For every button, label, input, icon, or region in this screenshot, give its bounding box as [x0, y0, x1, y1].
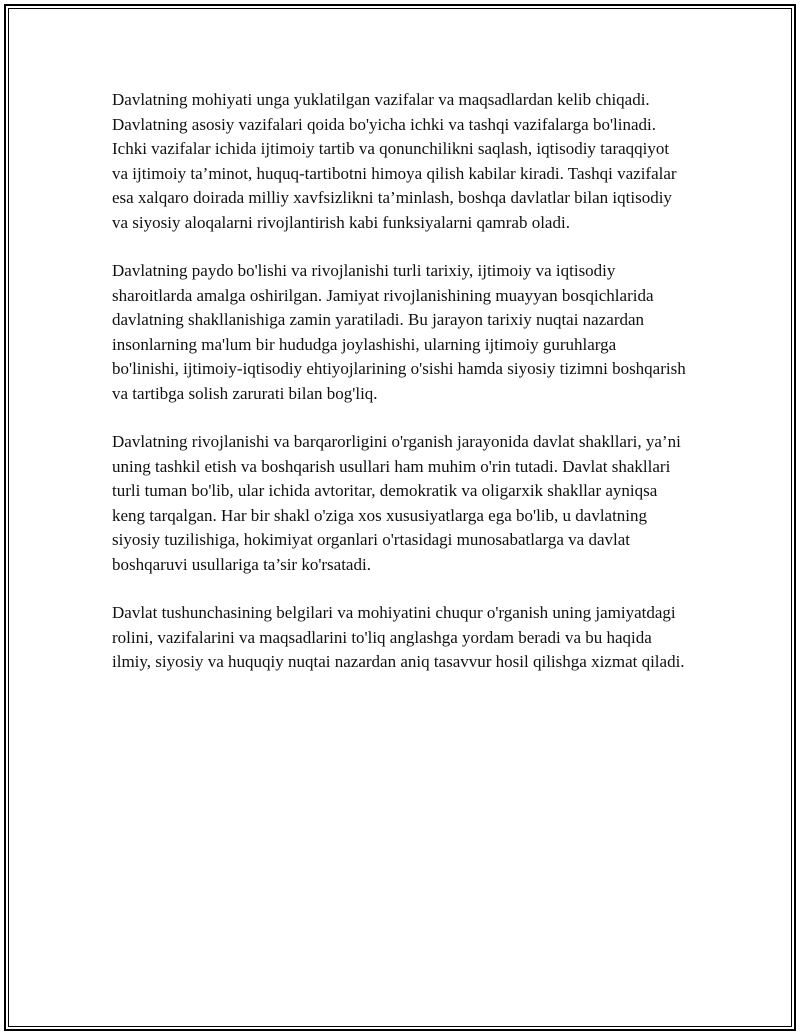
document-body [112, 88, 687, 699]
paragraph-1: Davlatning mohiyati unga yuklatilgan vazifalar va maqsadlardan kelib chiqadi. Davlatning asosiy vazifalari qoida bo'yicha ichki va tashqi vazifalarga bo'linadi. Ichki vazifalar ichida ijtimoiy tartib va qonunchilikni saqlash, iqtisodiy taraqqiyot va ijtimoiy ta’minot, huquq-tartibotni himoya qilish kabilar kiradi. Tashqi vazifalar esa xalqaro doirada milliy xavfsizlikni ta’minlash, boshqa davlatlar bilan iqtisodiy va siyosiy aloqalarni rivojlantirish kabi funksiyalarni qamrab oladi. [112, 90, 677, 232]
paragraph-3: Davlatning rivojlanishi va barqarorligini o'rganish jarayonida davlat shakllari, ya’ni uning tashkil etish va boshqarish usullari ham muhim o'rin tutadi. Davlat shakllari turli tuman bo'lib, ular ichida avtoritar, demokratik va oligarxik shakllar ayniqsa keng tarqalgan. Har bir shakl o'ziga xos xususiyatlarga ega bo'lib, u davlatning siyosiy tuzilishiga, hokimiyat organlari o'rtasidagi munosabatlarga va davlat boshqaruvi usullariga ta’sir ko'rsatadi. [112, 432, 681, 574]
paragraph-4: Davlat tushunchasining belgilari va mohiyatini chuqur o'rganish uning jamiyatdagi rolini, vazifalarini va maqsadlarini to'liq anglashga yordam beradi va bu haqida ilmiy, siyosiy va huquqiy nuqtai nazardan aniq tasavvur hosil qilishga xizmat qiladi. [112, 603, 685, 671]
paragraph-2: Davlatning paydo bo'lishi va rivojlanishi turli tarixiy, ijtimoiy va iqtisodiy sharoitlarda amalga oshirilgan. Jamiyat rivojlanishining muayyan bosqichlarida davlatning shakllanishiga zamin yaratiladi. Bu jarayon tarixiy nuqtai nazardan insonlarning ma'lum bir hududga joylashishi, ularning ijtimoiy guruhlarga bo'linishi, ijtimoiy-iqtisodiy ehtiyojlarining o'sishi hamda siyosiy tizimni boshqarish va tartibga solish zarurati bilan bog'liq. [112, 261, 686, 403]
